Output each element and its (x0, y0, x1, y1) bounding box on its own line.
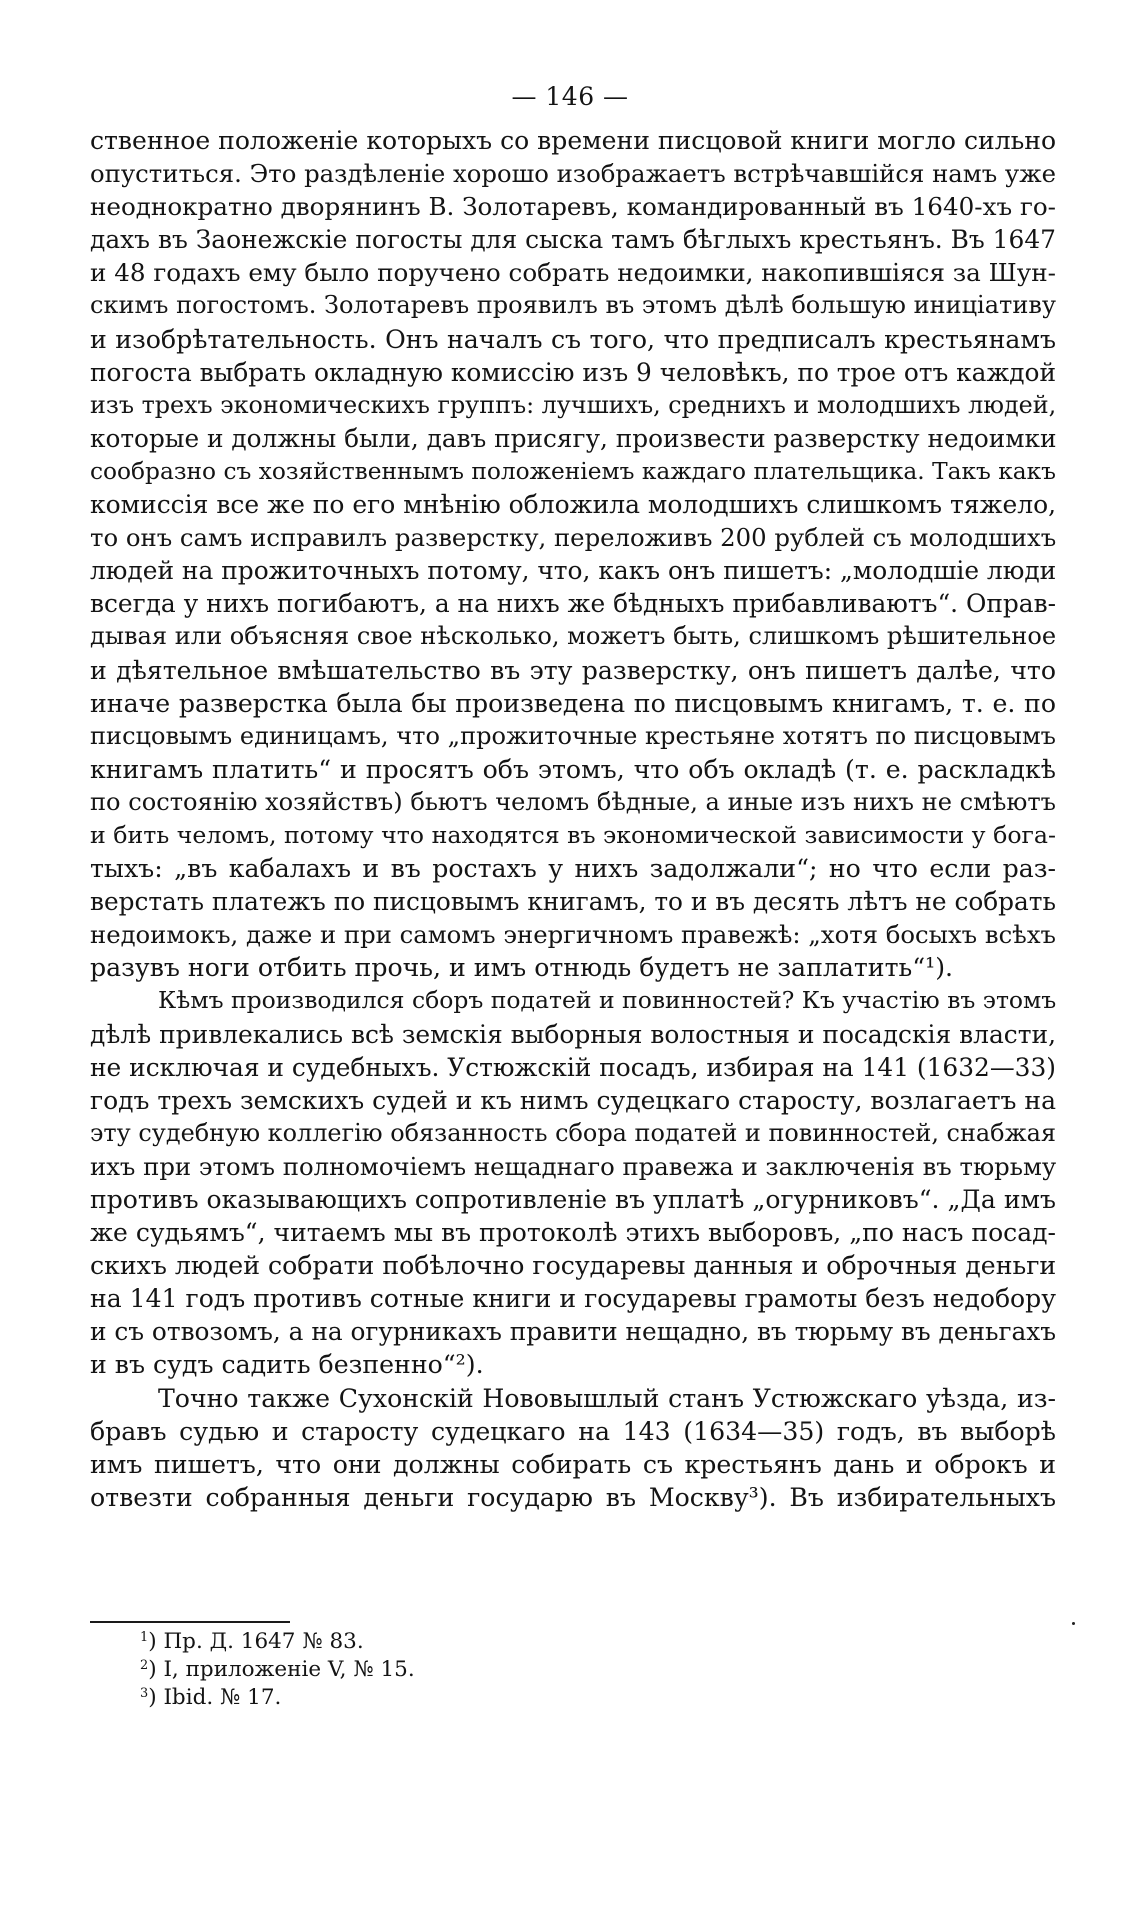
text-line: Кѣмъ производился сборъ податей и повинностей? Къ участію въ этомъ (158, 986, 1057, 1015)
text-line: изъ трехъ экономическихъ группъ: лучшихъ, среднихъ и молодшихъ людей, (90, 390, 1057, 419)
footnote-1 (140, 1628, 415, 1656)
body-text (90, 124, 1056, 1514)
print-speck (1072, 1622, 1075, 1625)
text-line: тыхъ: „въ кабалахъ и въ ростахъ у нихъ задолжали“; но что если раз- (90, 854, 1056, 884)
footnote-marker: 3 (140, 1686, 149, 1702)
text-line: книгамъ платить“ и просятъ объ этомъ, что объ окладѣ (т. е. раскладкѣ (90, 754, 1056, 784)
text-line: всегда у нихъ погибаютъ, а на нихъ же бѣдныхъ прибавливаютъ“. Оправ- (90, 589, 1056, 619)
text-line: разувъ ноги отбить прочь, и имъ отнюдь будетъ не заплатить“¹). (90, 953, 954, 983)
text-line: людей на прожиточныхъ потому, что, какъ онъ пишетъ: „молодшіе люди (90, 556, 1057, 586)
footnote-2 (140, 1656, 415, 1684)
text-line: ственное положеніе которыхъ со времени писцовой книги могло сильно (90, 126, 1057, 155)
text-line: дѣлѣ привлекались всѣ земскія выборныя волостныя и посадскія власти, (90, 1019, 1056, 1049)
text-line: и бить челомъ, потому что находятся въ экономической зависимости у бога- (90, 820, 1056, 849)
footnote-paren: ) (148, 1657, 164, 1683)
text-line: противъ оказывающихъ сопротивленіе въ уплатѣ „огурниковъ“. „Да имъ (90, 1185, 1056, 1214)
text-line: погоста выбрать окладную комиссію изъ 9 человѣкъ, по трое отъ каждой (90, 357, 1056, 387)
footnote-marker: 1 (140, 1629, 149, 1645)
page-number: — 146 — (511, 82, 629, 111)
text-line: и 48 годахъ ему было поручено собрать недоимки, накопившіяся за Шун- (90, 258, 1056, 288)
footnote-marker: 2 (140, 1658, 149, 1674)
text-line: которые и должны были, давъ присягу, произвести разверстку недоимки (90, 423, 1057, 453)
footnote-3 (140, 1684, 415, 1712)
text-line: Точно также Сухонскій Нововышлый станъ Устюжскаго уѣзда, из- (158, 1383, 1056, 1413)
text-line: писцовымъ единицамъ, что „прожиточные крестьяне хотятъ по писцовымъ (90, 721, 1056, 750)
footnote-text: Пр. Д. 1647 № 83. (163, 1629, 364, 1654)
footnote-paren: ) (148, 1629, 164, 1654)
footnote-text: I, приложеніе V, № 15. (163, 1657, 415, 1683)
text-line: скимъ погостомъ. Золотаревъ проявилъ въ этомъ дѣлѣ большую иниціативу (90, 291, 1056, 320)
text-line: отвезти собранныя деньги государю въ Москву³). Въ избирательныхъ (90, 1482, 1056, 1512)
footnote-divider (90, 1621, 290, 1623)
text-line: скихъ людей собрати побѣлочно государевы данныя и оброчныя деньги (90, 1251, 1057, 1281)
text-line: и въ судъ садить безпенно“²). (90, 1350, 484, 1380)
text-line: на 141 годъ противъ сотные книги и государевы грамоты безъ недобору (90, 1284, 1056, 1314)
text-line: бравъ судью и старосту судецкаго на 143 (1634—35) годъ, въ выборѣ (90, 1416, 1056, 1446)
text-line: сообразно съ хозяйственнымъ положеніемъ каждаго плательщика. Такъ какъ (90, 457, 1056, 485)
text-line: иначе разверстка была бы произведена по писцовымъ книгамъ, т. е. по (90, 688, 1056, 718)
text-line: и съ отвозомъ, а на огурникахъ правити нещадно, въ тюрьму въ деньгахъ (90, 1317, 1056, 1347)
text-line: дывая или объясняя свое нѣсколько, можетъ быть, слишкомъ рѣшительное (90, 622, 1057, 651)
text-line: имъ пишетъ, что они должны собирать съ крестьянъ дань и оброкъ и (90, 1449, 1056, 1479)
text-line: то онъ самъ исправилъ разверстку, переложивъ 200 рублей съ молодшихъ (90, 523, 1057, 553)
text-line: годъ трехъ земскихъ судей и къ нимъ судецкаго старосту, возлагаетъ на (90, 1085, 1056, 1115)
text-line: недоимокъ, даже и при самомъ энергичномъ правежѣ: „хотя босыхъ всѣхъ (90, 920, 1056, 950)
text-line: неоднократно дворянинъ В. Золотаревъ, командированный въ 1640-хъ го- (90, 192, 1056, 222)
text-line: не исключая и судебныхъ. Устюжскій посадъ, избирая на 141 (1632—33) (90, 1052, 1056, 1082)
footnote-text: Ibid. № 17. (163, 1685, 282, 1711)
text-line: дахъ въ Заонежскіе погосты для сыска тамъ бѣглыхъ крестьянъ. Въ 1647 (90, 225, 1056, 255)
text-line: комиссія все же по его мнѣнію обложила молодшихъ слишкомъ тяжело, (90, 490, 1057, 520)
text-line: по состоянію хозяйствъ) бьютъ челомъ бѣдные, а иные изъ нихъ не смѣютъ (90, 787, 1056, 816)
text-line: эту судебную коллегію обязанность сбора податей и повинностей, снабжая (90, 1118, 1056, 1147)
text-line: же судьямъ“, читаемъ мы въ протоколѣ этихъ выборовъ, „по насъ посад- (90, 1218, 1056, 1248)
footnote-paren: ) (148, 1685, 164, 1711)
footnotes (140, 1628, 415, 1713)
text-line: опуститься. Это раздѣленіе хорошо изображаетъ встрѣчавшійся намъ уже (90, 159, 1057, 189)
text-line: верстать платежъ по писцовымъ книгамъ, то и въ десять лѣтъ не собрать (90, 887, 1056, 917)
text-line: и изобрѣтательность. Онъ началъ съ того, что предписалъ крестьянамъ (90, 324, 1056, 354)
text-line: ихъ при этомъ полномочіемъ нещаднаго правежа и заключенія въ тюрьму (90, 1151, 1057, 1181)
text-line: и дѣятельное вмѣшательство въ эту разверстку, онъ пишетъ далѣе, что (90, 655, 1056, 685)
